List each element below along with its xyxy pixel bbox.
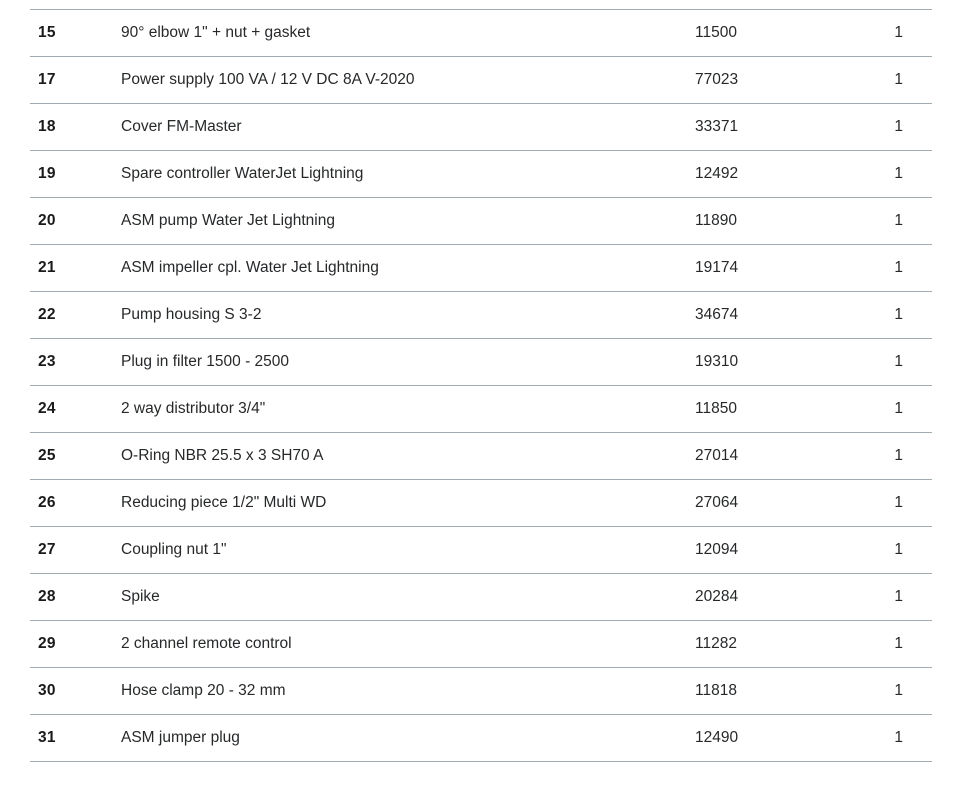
item-number-cell: 30 bbox=[38, 682, 56, 699]
part-number-cell: 11890 bbox=[695, 212, 737, 229]
table-row bbox=[30, 151, 932, 198]
table-row bbox=[30, 527, 932, 574]
quantity-cell: 1 bbox=[894, 118, 903, 135]
quantity-cell: 1 bbox=[894, 259, 903, 276]
description-cell: 2 way distributor 3/4" bbox=[121, 400, 266, 417]
table-row bbox=[30, 715, 932, 762]
part-number-cell: 12094 bbox=[695, 541, 739, 558]
table-row bbox=[30, 386, 932, 433]
item-number-cell: 27 bbox=[38, 541, 56, 558]
quantity-cell: 1 bbox=[894, 447, 903, 464]
item-number-cell: 24 bbox=[38, 400, 56, 417]
table-row bbox=[30, 198, 932, 245]
item-number-cell: 28 bbox=[38, 588, 56, 605]
part-number-cell: 34674 bbox=[695, 306, 739, 323]
quantity-cell: 1 bbox=[894, 165, 903, 182]
parts-table bbox=[30, 9, 932, 762]
description-cell: Spare controller WaterJet Lightning bbox=[121, 165, 364, 182]
description-cell: Coupling nut 1" bbox=[121, 541, 227, 558]
item-number-cell: 22 bbox=[38, 306, 56, 323]
description-cell: Plug in filter 1500 - 2500 bbox=[121, 353, 290, 370]
item-number-cell: 23 bbox=[38, 353, 56, 370]
part-number-cell: 11818 bbox=[695, 682, 737, 699]
quantity-cell: 1 bbox=[894, 682, 903, 699]
item-number-cell: 26 bbox=[38, 494, 56, 511]
quantity-cell: 1 bbox=[894, 541, 903, 558]
table-row bbox=[30, 245, 932, 292]
description-cell: Pump housing S 3-2 bbox=[121, 306, 262, 323]
table-row bbox=[30, 433, 932, 480]
description-cell: O-Ring NBR 25.5 x 3 SH70 A bbox=[121, 447, 324, 464]
part-number-cell: 20284 bbox=[695, 588, 739, 605]
table-row bbox=[30, 480, 932, 527]
table-row bbox=[30, 339, 932, 386]
quantity-cell: 1 bbox=[894, 306, 903, 323]
part-number-cell: 11282 bbox=[695, 635, 737, 652]
item-number-cell: 20 bbox=[38, 212, 56, 229]
quantity-cell: 1 bbox=[894, 635, 903, 652]
quantity-cell: 1 bbox=[894, 212, 903, 229]
quantity-cell: 1 bbox=[894, 588, 903, 605]
quantity-cell: 1 bbox=[894, 71, 903, 88]
table-row bbox=[30, 57, 932, 104]
quantity-cell: 1 bbox=[894, 400, 903, 417]
part-number-cell: 12492 bbox=[695, 165, 739, 182]
item-number-cell: 25 bbox=[38, 447, 56, 464]
part-number-cell: 33371 bbox=[695, 118, 739, 135]
description-cell: 90° elbow 1" + nut + gasket bbox=[121, 24, 311, 41]
part-number-cell: 27014 bbox=[695, 447, 739, 464]
table-row bbox=[30, 292, 932, 339]
part-number-cell: 19174 bbox=[695, 259, 739, 276]
description-cell: Reducing piece 1/2" Multi WD bbox=[121, 494, 327, 511]
part-number-cell: 11500 bbox=[695, 24, 737, 41]
table-row bbox=[30, 668, 932, 715]
description-cell: ASM jumper plug bbox=[121, 729, 240, 746]
description-cell: ASM impeller cpl. Water Jet Lightning bbox=[121, 259, 379, 276]
item-number-cell: 18 bbox=[38, 118, 56, 135]
item-number-cell: 29 bbox=[38, 635, 56, 652]
part-number-cell: 19310 bbox=[695, 353, 739, 370]
item-number-cell: 19 bbox=[38, 165, 56, 182]
quantity-cell: 1 bbox=[894, 353, 903, 370]
description-cell: Spike bbox=[121, 588, 160, 605]
description-cell: ASM pump Water Jet Lightning bbox=[121, 212, 335, 229]
quantity-cell: 1 bbox=[894, 24, 903, 41]
item-number-cell: 15 bbox=[38, 24, 56, 41]
description-cell: Cover FM-Master bbox=[121, 118, 242, 135]
quantity-cell: 1 bbox=[894, 494, 903, 511]
item-number-cell: 21 bbox=[38, 259, 56, 276]
part-number-cell: 27064 bbox=[695, 494, 739, 511]
description-cell: Hose clamp 20 - 32 mm bbox=[121, 682, 286, 699]
table-row bbox=[30, 104, 932, 151]
part-number-cell: 11850 bbox=[695, 400, 737, 417]
item-number-cell: 17 bbox=[38, 71, 56, 88]
table-row bbox=[30, 621, 932, 668]
part-number-cell: 12490 bbox=[695, 729, 739, 746]
description-cell: 2 channel remote control bbox=[121, 635, 292, 652]
item-number-cell: 31 bbox=[38, 729, 56, 746]
table-row bbox=[30, 574, 932, 621]
quantity-cell: 1 bbox=[894, 729, 903, 746]
description-cell: Power supply 100 VA / 12 V DC 8A V-2020 bbox=[121, 71, 415, 88]
table-row bbox=[30, 10, 932, 57]
part-number-cell: 77023 bbox=[695, 71, 739, 88]
